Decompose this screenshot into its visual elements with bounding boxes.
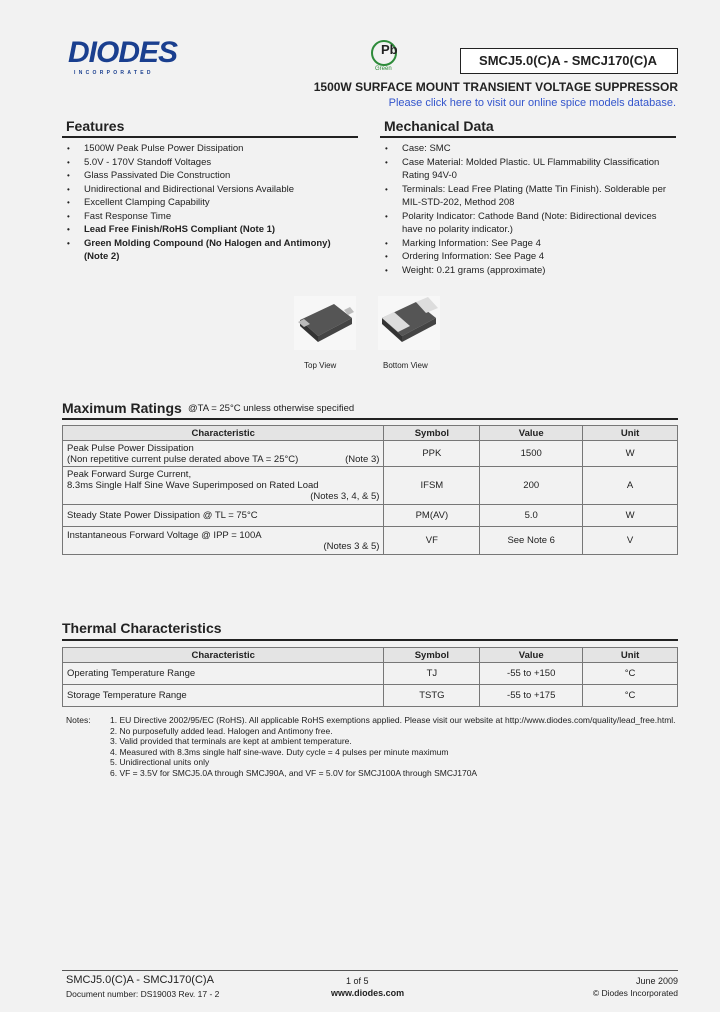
characteristic-cell — [63, 527, 384, 555]
note-item: 3. Valid provided that terminals are kept at ambient temperature. — [110, 736, 352, 746]
value-cell: See Note 6 — [480, 527, 583, 555]
list-item: • Excellent Clamping Capability — [62, 196, 352, 210]
footer-url[interactable]: www.diodes.com — [331, 988, 405, 998]
characteristic-cell: Storage Temperature Range — [63, 685, 384, 707]
footer-part: SMCJ5.0(C)A - SMCJ170(C)A — [66, 974, 214, 986]
document-subtitle: 1500W SURFACE MOUNT TRANSIENT VOLTAGE SUPPRESSOR — [313, 80, 678, 94]
col-header: Value — [480, 648, 583, 663]
list-item: • Green Molding Compound (No Halogen and Antimony) (Note 2) — [62, 237, 352, 264]
characteristic-cell — [63, 441, 384, 467]
mechanical-list — [380, 142, 670, 277]
thermal-rule — [62, 639, 678, 641]
logo-subtitle: INCORPORATED — [74, 70, 154, 76]
table-row — [63, 441, 678, 467]
mechanical-heading: Mechanical Data — [384, 118, 494, 134]
value-cell: 200 — [480, 467, 583, 505]
value-cell: 5.0 — [480, 505, 583, 527]
table-row — [63, 467, 678, 505]
list-item: • Polarity Indicator: Cathode Band (Note: Bidirectional devices have no polarity indicator.) — [380, 210, 670, 237]
symbol-cell: PPK — [384, 441, 480, 467]
list-item: • 5.0V - 170V Standoff Voltages — [62, 156, 352, 170]
col-header: Value — [480, 426, 583, 441]
note-item: 4. Measured with 8.3ms single half sine-wave. Duty cycle = 4 pulses per minute maximum — [110, 746, 449, 757]
pb-symbol: Pb — [381, 42, 398, 57]
list-item: • Terminals: Lead Free Plating (Matte Tin Finish). Solderable per MIL-STD-202, Method 208 — [380, 183, 670, 210]
part-title: SMCJ5.0(C)A - SMCJ170(C)A — [479, 53, 657, 68]
footer-page: 1 of 5 — [346, 976, 369, 986]
unit-cell: W — [583, 441, 678, 467]
table-row — [63, 505, 678, 527]
list-item: • Fast Response Time — [62, 210, 352, 224]
table-row — [63, 527, 678, 555]
char-line: Peak Forward Surge Current, — [67, 469, 192, 480]
footer-date: June 2009 — [635, 976, 678, 986]
symbol-cell: TJ — [384, 663, 480, 685]
char-line: Peak Pulse Power Dissipation — [67, 442, 194, 454]
col-header: Characteristic — [63, 426, 384, 441]
top-view-caption: Top View — [304, 361, 337, 370]
list-item: • Case: SMC — [380, 142, 670, 156]
char-line: Instantaneous Forward Voltage @ IPP = 100A — [67, 529, 262, 541]
thermal-table — [62, 647, 678, 707]
value-cell: -55 to +150 — [480, 663, 583, 685]
package-bottom-view — [378, 296, 440, 350]
features-list — [62, 142, 352, 264]
max-ratings-rule — [62, 418, 678, 420]
char-line: 8.3ms Single Half Sine Wave Superimposed on Rated Load — [67, 480, 319, 491]
characteristic-cell — [63, 467, 384, 505]
symbol-cell: VF — [384, 527, 480, 555]
unit-cell: W — [583, 505, 678, 527]
table-row — [63, 685, 678, 707]
table-header-row — [63, 648, 678, 663]
spice-models-link[interactable]: Please click here to visit our online spice models database. — [388, 97, 676, 109]
features-rule — [62, 136, 358, 138]
unit-cell: °C — [583, 663, 678, 685]
list-item: • Glass Passivated Die Construction — [62, 169, 352, 183]
mechanical-rule — [380, 136, 676, 138]
green-label: Green — [375, 66, 392, 72]
list-item: • 1500W Peak Pulse Power Dissipation — [62, 142, 352, 156]
footer-rule — [62, 970, 678, 971]
note-item: 1. EU Directive 2002/95/EC (RoHS). All applicable RoHS exemptions applied. Please visit our website at http://www.diodes.com/quality/lead_free.html. — [110, 715, 676, 725]
bottom-view-caption: Bottom View — [383, 361, 428, 370]
max-ratings-table — [62, 425, 678, 555]
unit-cell: V — [583, 527, 678, 555]
footer-copyright: © Diodes Incorporated — [592, 988, 678, 998]
col-header: Symbol — [384, 426, 480, 441]
col-header: Unit — [583, 648, 678, 663]
max-ratings-heading: Maximum Ratings — [62, 400, 182, 416]
col-header: Characteristic — [63, 648, 384, 663]
symbol-cell: PM(AV) — [384, 505, 480, 527]
char-line: (Non repetitive current pulse derated above TA = 25°C) — [67, 453, 299, 465]
notes-section — [66, 715, 678, 785]
list-item: • Lead Free Finish/RoHS Compliant (Note 1) — [62, 223, 352, 237]
package-top-view — [294, 296, 356, 350]
table-row — [63, 663, 678, 685]
char-note: (Notes 3, 4, & 5) — [310, 491, 380, 502]
table-header-row — [63, 426, 678, 441]
list-item: • Case Material: Molded Plastic. UL Flammability Classification Rating 94V-0 — [380, 156, 670, 183]
thermal-heading: Thermal Characteristics — [62, 620, 222, 636]
unit-cell: °C — [583, 685, 678, 707]
footer-docnum: Document number: DS19003 Rev. 17 - 2 — [66, 989, 220, 999]
diodes-logo: DIODES — [68, 36, 178, 69]
col-header: Unit — [583, 426, 678, 441]
note-item: 6. VF = 3.5V for SMCJ5.0A through SMCJ90A, and VF = 5.0V for SMCJ100A through SMCJ170A — [110, 767, 478, 778]
features-heading: Features — [66, 118, 125, 134]
max-ratings-condition: @TA = 25°C unless otherwise specified — [188, 403, 355, 414]
notes-label: Notes: — [66, 715, 91, 725]
symbol-cell: IFSM — [384, 467, 480, 505]
list-item: • Ordering Information: See Page 4 — [380, 250, 670, 264]
value-cell: 1500 — [480, 441, 583, 467]
characteristic-cell: Steady State Power Dissipation @ TL = 75°C — [63, 505, 384, 527]
unit-cell: A — [583, 467, 678, 505]
characteristic-cell: Operating Temperature Range — [63, 663, 384, 685]
list-item: • Weight: 0.21 grams (approximate) — [380, 264, 670, 278]
symbol-cell: TSTG — [384, 685, 480, 707]
note-item: 5. Unidirectional units only — [110, 757, 210, 767]
list-item: • Marking Information: See Page 4 — [380, 237, 670, 251]
list-item: • Unidirectional and Bidirectional Versions Available — [62, 183, 352, 197]
char-note: (Note 3) — [345, 453, 380, 465]
notes-list — [110, 715, 710, 778]
value-cell: -55 to +175 — [480, 685, 583, 707]
col-header: Symbol — [384, 648, 480, 663]
note-item: 2. No purposefully added lead. Halogen and Antimony free. — [110, 725, 333, 736]
char-note: (Notes 3 & 5) — [323, 540, 380, 552]
